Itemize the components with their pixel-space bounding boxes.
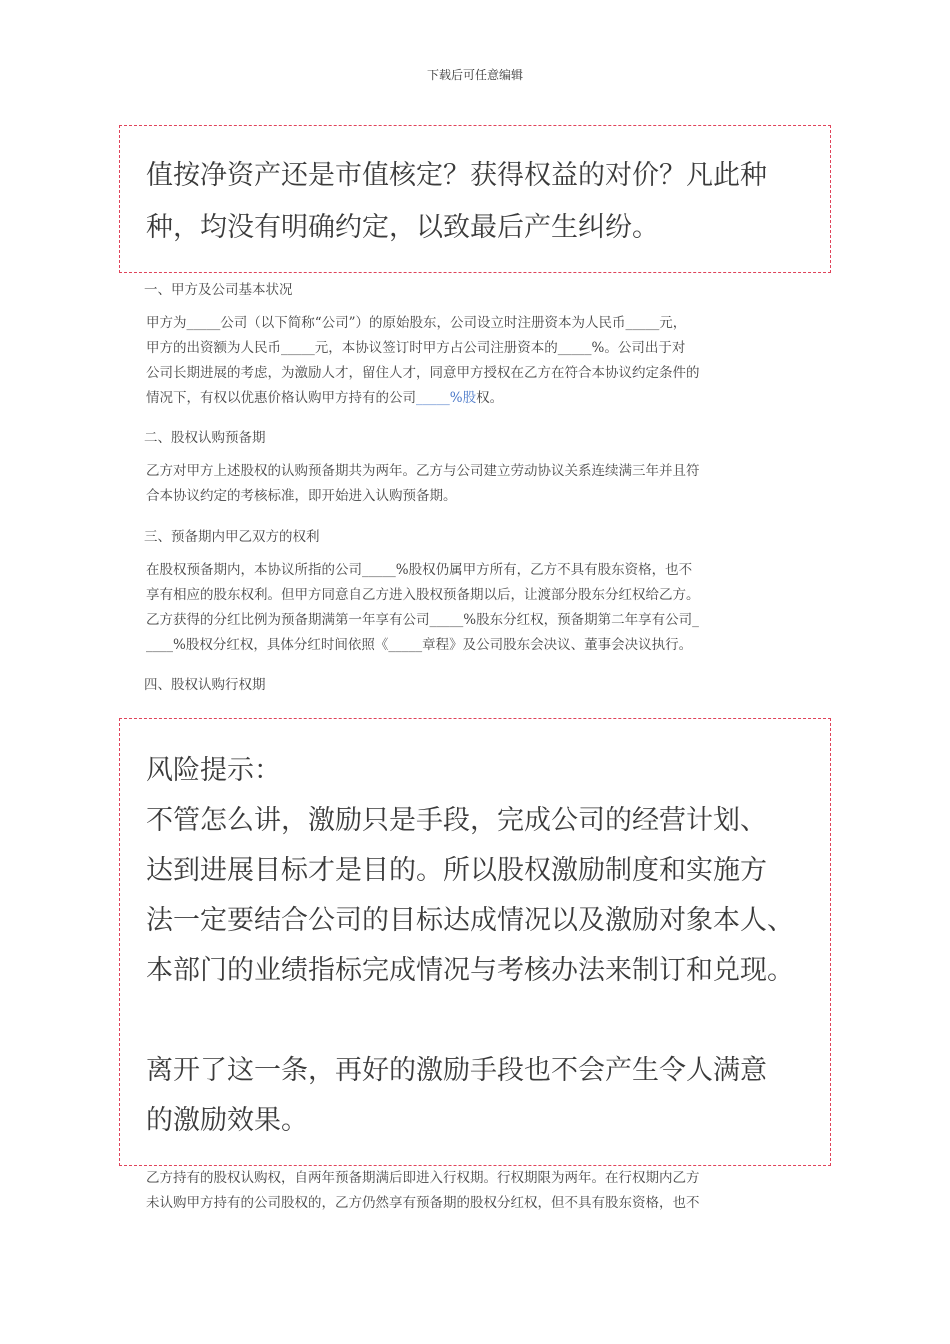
body-line: 乙方获得的分红比例为预备期满第一年享有公司_____%股东分红权，预备期第二年享有公司_: [146, 612, 699, 628]
body-line: 甲方为_____公司（以下简称“公司”）的原始股东，公司设立时注册资本为人民币_____元，: [146, 315, 687, 331]
section-1-body: [146, 311, 810, 411]
body-line: ____%股权分红权，具体分红时间依照《_____章程》及公司股东会决议、董事会决议执行。: [146, 637, 693, 653]
body-line: 乙方持有的股权认购权，自两年预备期满后即进入行权期。行权期限为两年。在行权期内乙方: [146, 1170, 700, 1186]
callout-box-top: [119, 125, 831, 273]
page-header: 下载后可任意编辑: [426, 68, 523, 82]
callout-line: 种，均没有明确约定，以致最后产生纠纷。: [146, 212, 659, 243]
risk-warning-box: [119, 718, 831, 1166]
callout-line: 本部门的业绩指标完成情况与考核办法来制订和兑现。: [146, 955, 794, 986]
section-heading-3: 三、预备期内甲乙双方的权利: [144, 529, 320, 545]
section-3-body: [146, 558, 810, 658]
callout-line: 法一定要结合公司的目标达成情况以及激励对象本人、: [146, 905, 794, 936]
body-line: 未认购甲方持有的公司股权的，乙方仍然享有预备期的股权分红权，但不具有股东资格，也不: [146, 1195, 700, 1211]
body-text: 权。: [476, 390, 504, 406]
body-text: 情况下，有权以优惠价格认购甲方持有的公司: [146, 390, 416, 406]
section-heading-1: 一、甲方及公司基本状况: [144, 282, 293, 298]
body-line: 合本协议约定的考核标准，即开始进入认购预备期。: [146, 488, 457, 504]
body-line: 公司长期进展的考虑，为激励人才，留住人才，同意甲方授权在乙方在符合本协议约定条件的: [146, 365, 700, 381]
section-2-body: [146, 459, 810, 509]
body-line: 在股权预备期内，本协议所指的公司_____%股权仍属甲方所有，乙方不具有股东资格，也不: [146, 562, 693, 578]
body-line: 甲方的出资额为人民币_____元，本协议签订时甲方占公司注册资本的_____%。公司出于对: [146, 340, 686, 356]
exercise-period-body: [146, 1166, 810, 1216]
callout-line: 离开了这一条，再好的激励手段也不会产生令人满意: [146, 1055, 767, 1086]
section-heading-4: 四、股权认购行权期: [144, 677, 266, 693]
callout-line: 的激励效果。: [146, 1105, 308, 1136]
callout-line: 不管怎么讲，激励只是手段，完成公司的经营计划、: [146, 805, 767, 836]
callout-line: 值按净资产还是市值核定？获得权益的对价？凡此种: [146, 160, 767, 191]
equity-percent-link[interactable]: _____%股: [416, 390, 477, 406]
callout-line: 达到进展目标才是目的。所以股权激励制度和实施方: [146, 855, 767, 886]
body-line: [146, 386, 810, 411]
risk-warning-title: 风险提示：: [146, 755, 281, 786]
section-heading-2: 二、股权认购预备期: [144, 430, 266, 446]
body-line: 享有相应的股东权利。但甲方同意自乙方进入股权预备期以后，让渡部分股东分红权给乙方。: [146, 587, 700, 603]
body-line: 乙方对甲方上述股权的认购预备期共为两年。乙方与公司建立劳动协议关系连续满三年并且符: [146, 463, 700, 479]
